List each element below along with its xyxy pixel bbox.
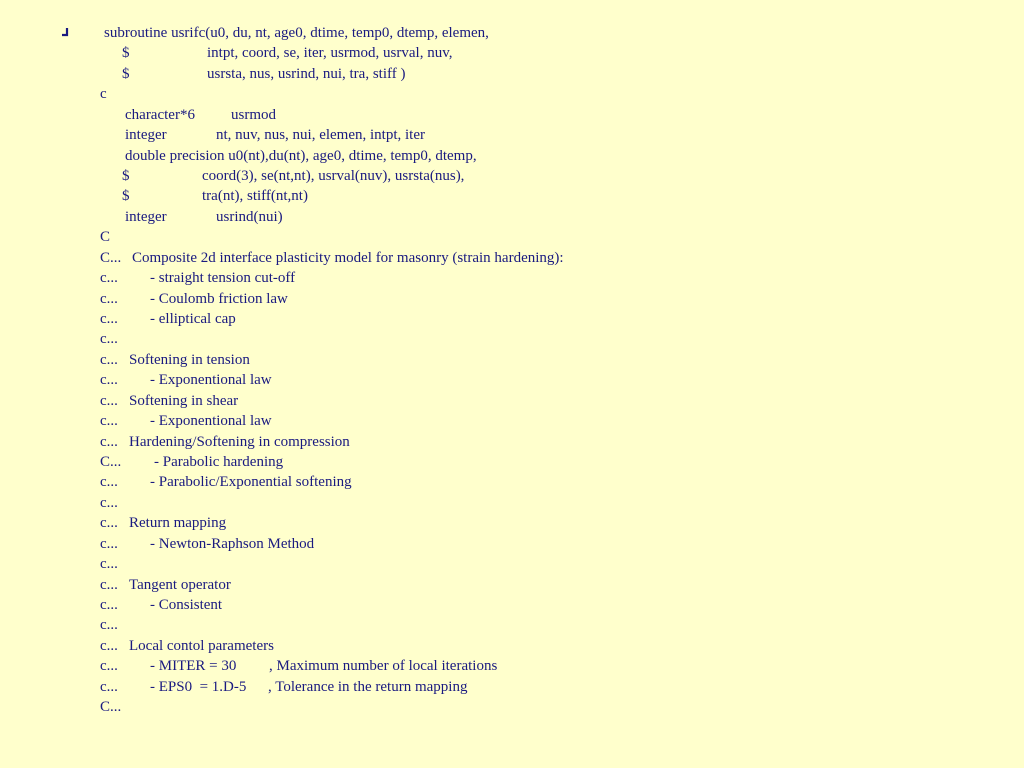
code-text: c... <box>100 270 118 287</box>
code-text: usrsta, nus, usrind, nui, tra, stiff ) <box>207 65 406 82</box>
code-text: c... <box>100 515 118 532</box>
code-text: - Consistent <box>150 597 223 614</box>
code-text: subroutine usrifc(u0, du, nt, age0, dtime, temp0, dtemp, elemen, <box>104 25 489 41</box>
code-text: c... <box>100 678 118 695</box>
code-text: - Parabolic hardening <box>154 454 284 471</box>
code-text: Local contol parameters <box>129 637 274 654</box>
code-text: integer <box>125 208 167 225</box>
code-text: c... <box>100 617 118 634</box>
code-text: - straight tension cut-off <box>150 270 296 287</box>
code-text: - Parabolic/Exponential softening <box>150 474 352 491</box>
code-text: tra(nt), stiff(nt,nt) <box>202 188 308 205</box>
code-text: nt, nuv, nus, nui, elemen, intpt, iter <box>216 127 425 144</box>
code-text: Softening in shear <box>129 392 239 409</box>
code-text: c... <box>100 494 118 511</box>
code-text: c... <box>100 576 118 593</box>
code-text: c... <box>100 658 118 675</box>
code-text: - Exponentional law <box>150 413 272 430</box>
code-text: - Coulomb friction law <box>150 290 288 307</box>
code-text: character*6 <box>125 106 195 123</box>
code-text: - MITER = 30 <box>150 658 237 675</box>
code-text: $ <box>122 188 130 205</box>
code-text: Hardening/Softening in compression <box>129 433 350 450</box>
code-text: - Newton-Raphson Method <box>150 535 315 552</box>
code-text: Tangent operator <box>129 576 231 593</box>
code-text: c... <box>100 433 118 450</box>
code-text: C... <box>100 249 122 266</box>
code-text: usrind(nui) <box>216 208 283 225</box>
corner-bullet-icon <box>60 25 70 39</box>
code-text: C... <box>100 699 122 716</box>
code-text: usrmod <box>231 106 276 123</box>
code-text: c... <box>100 372 118 389</box>
code-text: intpt, coord, se, iter, usrmod, usrval, nuv, <box>207 45 453 62</box>
code-text: c... <box>100 413 118 430</box>
code-text: c <box>100 86 107 103</box>
code-text: coord(3), se(nt,nt), usrval(nuv), usrsta(nus), <box>202 168 465 184</box>
code-text: c... <box>100 556 118 573</box>
code-text: $ <box>122 168 130 184</box>
code-text: - elliptical cap <box>150 311 236 328</box>
code-text: c... <box>100 331 118 348</box>
code-text: Return mapping <box>129 515 227 532</box>
code-text: c... <box>100 351 118 368</box>
code-text: c... <box>100 637 118 654</box>
code-text: , Maximum number of local iterations <box>269 658 498 675</box>
code-text: c... <box>100 597 118 614</box>
code-text: C <box>100 229 111 246</box>
code-text: c... <box>100 535 118 552</box>
code-text: integer <box>125 127 167 144</box>
code-text: double precision u0(nt),du(nt), age0, dtime, temp0, dtemp, <box>125 147 477 164</box>
code-text: $ <box>122 65 130 82</box>
code-text: - Exponentional law <box>150 372 272 389</box>
code-text: $ <box>122 45 130 62</box>
code-text: , Tolerance in the return mapping <box>268 678 468 695</box>
code-text: c... <box>100 311 118 328</box>
code-text: C... <box>100 454 122 471</box>
code-text: c... <box>100 474 118 491</box>
code-text: - EPS0 = 1.D-5 <box>150 678 247 695</box>
code-text: Softening in tension <box>129 351 250 368</box>
code-text: c... <box>100 392 118 409</box>
code-text: c... <box>100 290 118 307</box>
code-text: Composite 2d interface plasticity model for masonry (strain hardening): <box>132 249 564 266</box>
